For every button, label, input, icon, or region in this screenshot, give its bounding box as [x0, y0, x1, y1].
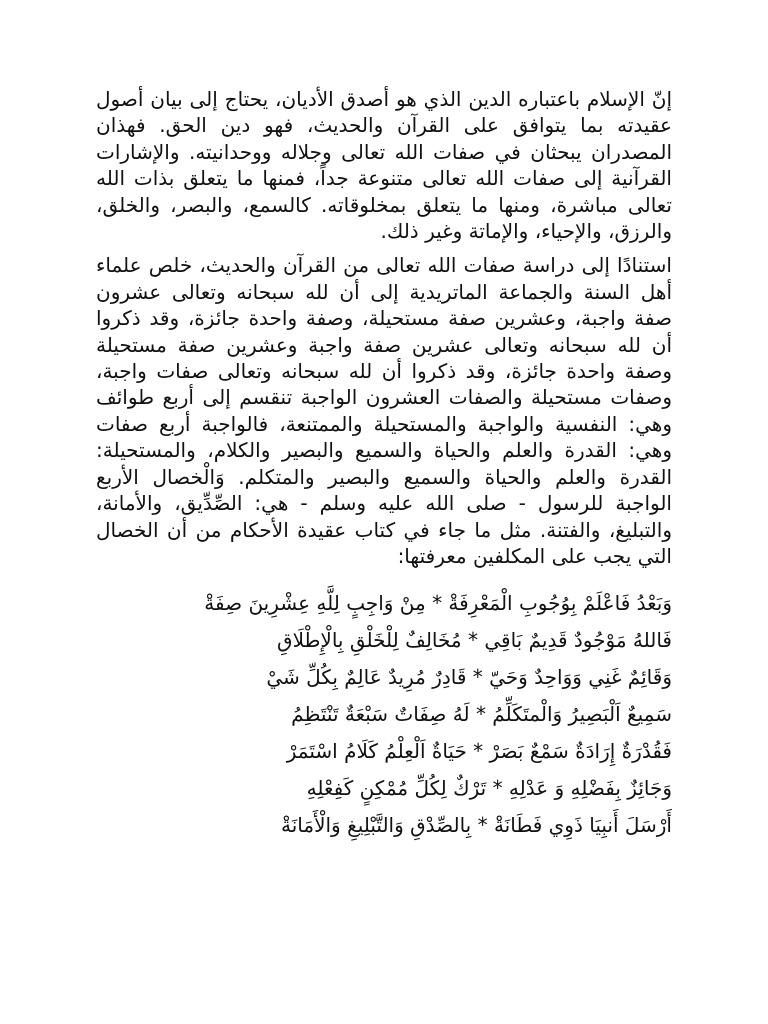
verse-line: وَجَائِزٌ بِفَضْلِهِ وَ عَدْلِهِ * تَرْكٌ لِكُلِّ مُمْكِنٍ كَفِعْلِهِ — [306, 776, 672, 801]
verse-line: سَمِيعٌ اَلْبَصِيرُ وَالْمتَكَلِّمُ * لَهُ صِفَاتٌ سَبْعَةٌ تَنْتَظِمُ — [291, 702, 672, 727]
verse-line: وَبَعْدُ فَاعْلَمْ بِوُجُوبِ الْمَعْرِفَةْ * مِنْ وَاجِبٍ لِلَّهِ عِشْرِينَ صِفَةْ — [204, 591, 672, 616]
verse-line: فَاللهُ مَوْجُودٌ قَدِيمٌ بَاقِي * مُخَالِفٌ لِلْخَلْقِ بِالْإِطْلَاقِ — [277, 628, 672, 653]
paragraph-intro: إنّ الإسلام باعتباره الدين الذي هو أصدق الأديان، يحتاج إلى بيان أصول عقيدته بما يتوافق على القرآن والحديث، فهو دين الحق. فهذان المصدران يبحثان في صفات الله تعالى وجلاله ووحدانيته. والإشارات القرآنية إلى صفات الله تعالى متنوعة جداً، فمنها ما يتعلق بذات الله تعالى مباشرة، ومنها ما يتعلق بمخلوقاته. كالسمع، والبصر، والخلق، والرزق، والإحياء، والإماتة وغير ذلك. — [96, 87, 672, 244]
document-page — [96, 86, 672, 844]
verse-line: وَقَائِمٌ غَنِي وَوَاحِدٌ وَحَيّ * قَادِرٌ مُرِيدٌ عَالِمٌ بِكُلِّ شَيْ — [266, 665, 672, 690]
paragraph-attributes: استنادًا إلى دراسة صفات الله تعالى من القرآن والحديث، خلص علماء أهل السنة والجماعة الماتريدية إلى أن لله سبحانه وتعالى عشرون صفة واجبة، وعشرين صفة مستحيلة، وصفة واحدة جائزة، وقد ذكروا أن لله سبحانه وتعالى عشرين صفة واجبة وعشرين صفة مستحيلة وصفة واحدة جائزة، وقد ذكروا أن لله سبحانه وتعالى صفات واجبة، وصفات مستحيلة والصفات العشرون الواجبة تنقسم إلى أربع طوائف وهي: النفسية والواجبة والمستحيلة والممتنعة، فالواجبة أربع صفات وهي: القدرة والعلم والحياة والسميع والبصير والكلام، والمستحيلة: القدرة والعلم والحياة والسميع والبصير والمتكلم. وَالْخصال الأربع الواجبة للرسول - صلى الله عليه وسلم - هي: الصِّدِّيق، والأمانة، والتبليغ، والفتنة. مثل ما جاء في كتاب عقيدة الأحكام من أن الخصال التي يجب على المكلفين معرفتها: — [96, 253, 672, 568]
verse-line: أَرْسَلَ أَنبِيَا ذَوِي فَطَانَةْ * بِالصِّدْقِ وَالتَّبْلِيغِ وَالْأَمَانَةْ — [281, 813, 672, 838]
verse-line: فَقُدْرَةٌ إِرَادَةٌ سَمْعٌ بَصَرْ * حَيَاةٌ اَلْعِلْمُ كَلَامُ اسْتَمَرْ — [286, 739, 672, 764]
poem-verses — [96, 585, 672, 844]
